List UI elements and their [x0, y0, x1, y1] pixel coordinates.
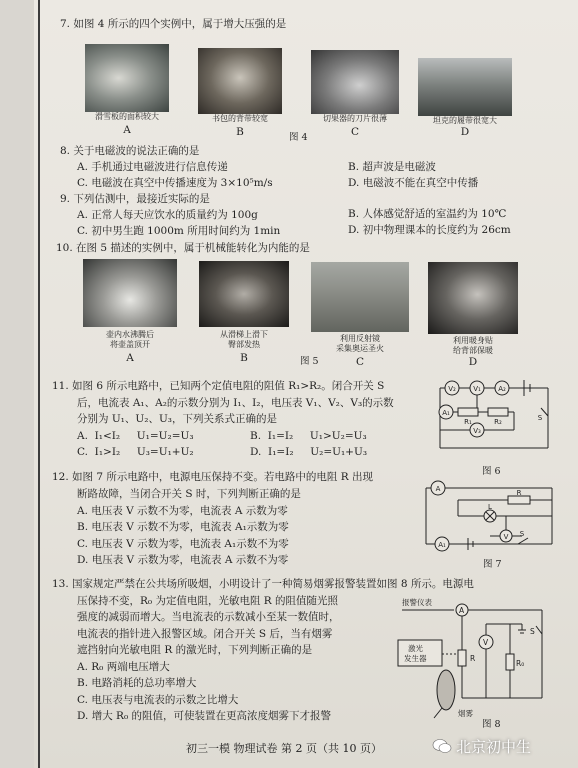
q11-option-c: C. I₁>I₂ U₃=U₁+U₂ [77, 446, 194, 458]
binding-line [38, 0, 40, 768]
q10-caption-a-2: 将壶盖顶开 [110, 340, 150, 349]
q13-line-4: 电流表的指针进入报警区域。闭合开关 S 后，当有烟雾 [77, 628, 333, 640]
q13-option-c: C. 电压表与电流表的示数之比增大 [77, 694, 239, 706]
circuit7-label-l: L [488, 503, 492, 511]
q11-option-b: B. I₁=I₂ U₁>U₂=U₃ [250, 430, 367, 442]
circuit8-label-v: V [483, 638, 489, 647]
circuit6-label-v3: V₃ [473, 427, 481, 435]
q10-caption-d-1: 利用暖身贴 [453, 336, 493, 345]
slide-photo [199, 261, 289, 327]
q7-caption-d: 坦克的履带很宽大 [433, 116, 497, 125]
q10-label-a: A [126, 352, 134, 364]
circuit8-label-smoke: 烟雾 [458, 709, 473, 718]
q7-label-c: C [350, 126, 360, 138]
q11-option-d: D. I₁=I₂ U₂=U₁+U₃ [250, 446, 368, 458]
wechat-icon [432, 738, 452, 754]
q12-line-2: 断路故障，当闭合开关 S 时，下列判断正确的是 [77, 488, 301, 500]
q7-label-d: D [460, 126, 470, 138]
q8-option-b: B. 超声波是电磁波 [348, 161, 436, 173]
heat-patch-photo [428, 262, 518, 334]
q10-caption-b-2: 臀部发热 [228, 340, 260, 349]
circuit8-label-generator: 发生器 [404, 654, 427, 663]
circuit8-label-laser: 激光 [408, 644, 423, 653]
circuit8-label-alarm-meter: 报警仪表 [402, 598, 432, 607]
circuit6-label-s: S [537, 414, 543, 422]
q13-line-1: 13. 国家规定严禁在公共场所吸烟，小明设计了一种简易烟雾报警装置如图 8 所示。电源电 [52, 578, 474, 590]
q7-caption-c: 切果器的刀片很薄 [323, 114, 387, 123]
circuit7-label-a: A [435, 485, 441, 493]
tank-photo [418, 58, 512, 116]
q9-option-a: A. 正常人每天应饮水的质量约为 100g [77, 209, 258, 221]
q13-option-d: D. 增大 R₀ 的阻值，可使装置在更高浓度烟雾下才报警 [77, 710, 332, 722]
q13-option-b: B. 电路消耗的总功率增大 [77, 677, 197, 689]
q10-label-b: B [240, 352, 248, 364]
backpack-photo [198, 48, 282, 114]
q7-stem: 7. 如图 4 所示的四个实例中，属于增大压强的是 [60, 18, 287, 30]
q13-line-5: 遮挡射向光敏电阻 R 的激光时，下列判断正确的是 [77, 644, 313, 656]
watermark-text: 北京初中生 [456, 738, 532, 756]
fruit-cutter-photo [311, 50, 399, 114]
q13-line-2: 压保持不变，R₀ 为定值电阻，光敏电阻 R 的阻值随光照 [77, 595, 339, 607]
circuit6-label-v2: V₂ [448, 385, 456, 393]
circuit-figure-8 [392, 594, 556, 724]
q8-stem: 8. 关于电磁波的说法正确的是 [60, 145, 200, 157]
q12-option-d: D. 电压表 V 示数为零，电流表 A 示数不为零 [77, 554, 289, 566]
olympic-flame-photo [311, 262, 409, 332]
q10-caption-b-1: 从滑梯上滑下 [220, 330, 268, 339]
q12-option-a: A. 电压表 V 示数不为零，电流表 A 示数为零 [77, 505, 288, 517]
circuit7-label-r: R [516, 489, 522, 497]
q11-line-3: 分别为 U₁、U₂、U₃，下列关系式正确的是 [77, 413, 278, 425]
q11-option-a: A. I₁<I₂ U₁=U₂=U₃ [77, 430, 194, 442]
q10-caption-a-1: 壶内水沸腾后 [106, 330, 154, 339]
circuit-figure-6 [432, 376, 556, 464]
q7-caption-b: 书包的背带较宽 [212, 114, 268, 123]
circuit7-label-a1: A₁ [438, 541, 446, 549]
q9-option-c: C. 初中男生跑 1000m 所用时间约为 1min [77, 225, 281, 237]
q9-option-b: B. 人体感觉舒适的室温约为 10℃ [348, 208, 507, 220]
q12-option-c: C. 电压表 V 示数为零，电流表 A₁示数不为零 [77, 538, 289, 550]
q10-caption-c-2: 采集奥运圣火 [336, 344, 384, 353]
q10-label-c: C [355, 356, 365, 368]
q8-option-d: D. 电磁波不能在真空中传播 [348, 177, 479, 189]
page-footer: 初三一模 物理试卷 第 2 页（共 10 页） [186, 742, 382, 755]
circuit7-label-s: S [519, 530, 525, 538]
circuit6-label-a1: A₁ [442, 409, 450, 417]
ski-board-photo [85, 44, 169, 112]
q12-option-b: B. 电压表 V 示数不为零，电流表 A₁示数为零 [77, 521, 289, 533]
q9-stem: 9. 下列估测中，最接近实际的是 [60, 193, 210, 205]
circuit6-label-r2: R₂ [494, 418, 502, 426]
circuit8-label-r: R [470, 654, 476, 663]
circuit6-label-r1: R₁ [464, 418, 472, 426]
q13-line-3: 强度的减弱而增大。当电流表的示数减小至某一数值时， [77, 611, 340, 623]
q8-option-a: A. 手机通过电磁波进行信息传递 [77, 161, 228, 173]
q10-label-d: D [468, 356, 478, 368]
circuit8-label-a: A [459, 606, 465, 615]
q10-figure-label: 图 5 [300, 356, 319, 367]
circuit6-label-v1: V₁ [473, 385, 481, 393]
circuit8-label-s: S [530, 627, 535, 636]
q7-label-a: A [123, 124, 131, 136]
q8-option-c: C. 电磁波在真空中传播速度为 3×10⁵m/s [77, 177, 273, 189]
q11-line-2: 后，电流表 A₁、A₂的示数分别为 I₁、I₂，电压表 V₁、V₂、V₃的示数 [77, 397, 394, 409]
q7-figure-label: 图 4 [289, 132, 308, 143]
circuit7-label-v: V [503, 533, 509, 541]
q10-stem: 10. 在图 5 描述的实例中，属于机械能转化为内能的是 [56, 242, 310, 254]
q12-figure-label: 图 7 [483, 559, 502, 570]
q11-line-1: 11. 如图 6 所示电路中，已知两个定值电阻的阻值 R₁>R₂。闭合开关 S [52, 380, 385, 392]
q11-figure-label: 图 6 [482, 466, 501, 477]
q7-caption-a: 滑雪板的面积较大 [95, 112, 159, 121]
circuit6-label-a2: A₂ [498, 385, 506, 393]
circuit8-label-r0: R₀ [516, 659, 525, 668]
q10-caption-d-2: 给背部保暖 [453, 346, 493, 355]
kettle-photo [83, 259, 177, 327]
q7-label-b: B [236, 126, 244, 138]
q13-option-a: A. R₀ 两端电压增大 [77, 661, 170, 673]
q10-caption-c-1: 利用反射镜 [340, 334, 380, 343]
q12-line-1: 12. 如图 7 所示电路中，电源电压保持不变。若电路中的电阻 R 出现 [52, 471, 373, 483]
q13-figure-label: 图 8 [482, 719, 501, 730]
q9-option-d: D. 初中物理课本的长度约为 26cm [348, 224, 511, 236]
circuit-figure-7 [418, 478, 558, 558]
